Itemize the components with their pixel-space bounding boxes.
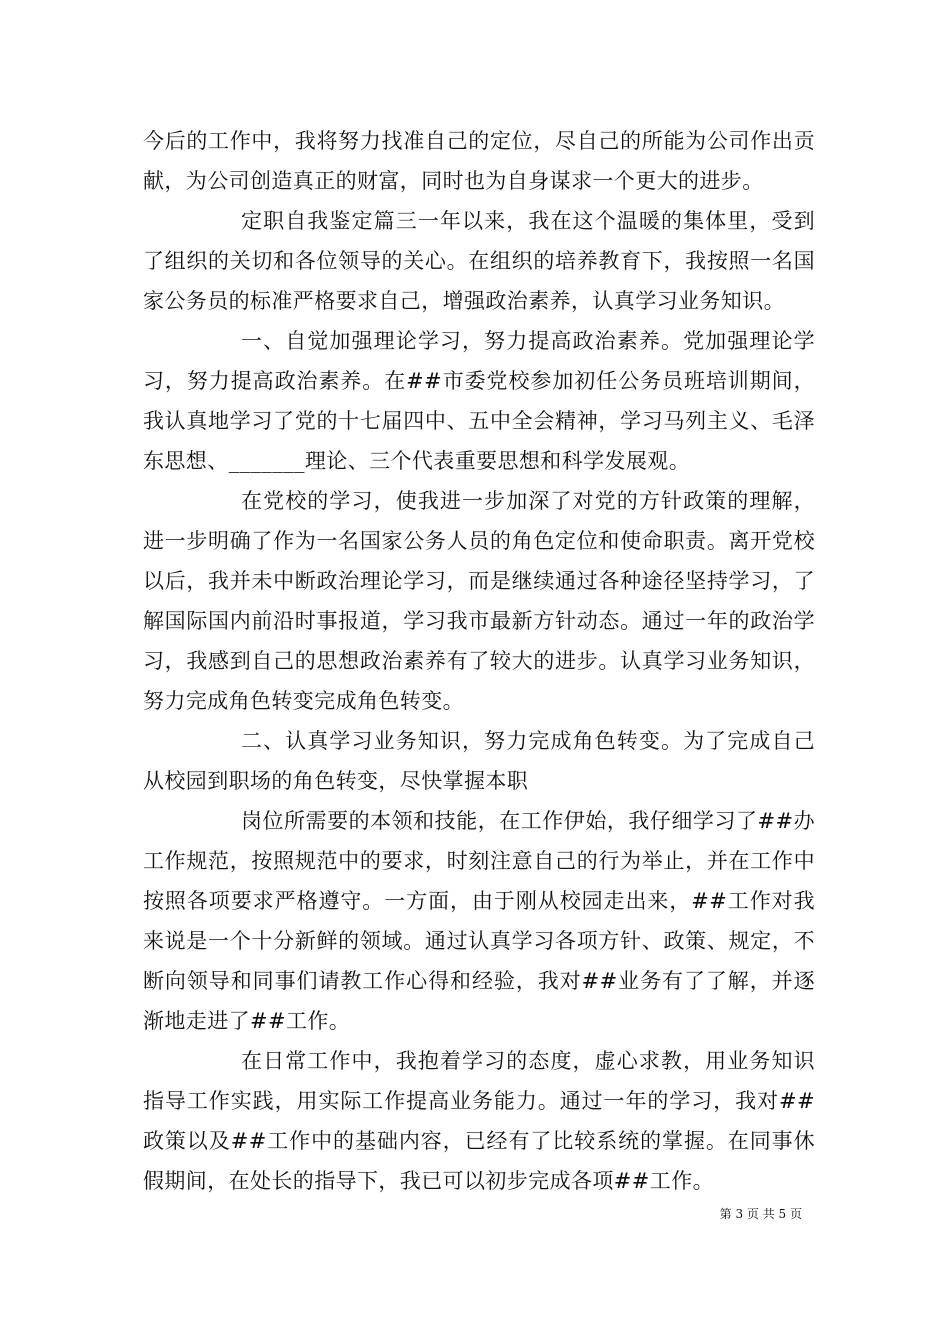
paragraph: 在党校的学习，使我进一步加深了对党的方针政策的理解，进一步明确了作为一名国家公务人员的角色定位和使命职责。离开党校以后，我并未中断政治理论学习，而是继续通过各种途径坚持学习，了解国际国内前沿时事报道，学习我市最新方针动态。通过一年的政治学习，我感到自己的思想政治素养有了较大的进步。认真学习业务知识，努力完成角色转变完成角色转变。 — [143, 489, 815, 713]
paragraph: 二、认真学习业务知识，努力完成角色转变。为了完成自己从校园到职场的角色转变，尽快掌握本职 — [143, 729, 815, 793]
paragraph: 今后的工作中，我将努力找准自己的定位，尽自己的所能为公司作出贡献，为公司创造真正的财富，同时也为自身谋求一个更大的进步。 — [143, 129, 815, 193]
paragraph: 定职自我鉴定篇三一年以来，我在这个温暖的集体里，受到了组织的关切和各位领导的关心。在组织的培养教育下，我按照一名国家公务员的标准严格要求自己，增强政治素养，认真学习业务知识。 — [143, 209, 815, 313]
page-number-footer: 第 3 页 共 5 页 — [719, 1207, 802, 1221]
paragraph: 岗位所需要的本领和技能，在工作伊始，我仔细学习了##办工作规范，按照规范中的要求，时刻注意自己的行为举止，并在工作中按照各项要求严格遵守。一方面，由于刚从校园走出来，##工作对我来说是一个十分新鲜的领域。通过认真学习各项方针、政策、规定，不断向领导和同事们请教工作心得和经验，我对##业务有了了解，并逐渐地走进了##工作。 — [143, 809, 815, 1033]
document-body — [143, 121, 815, 1201]
paragraph: 一、自觉加强理论学习，努力提高政治素养。党加强理论学习，努力提高政治素养。在##市委党校参加初任公务员班培训期间，我认真地学习了党的十七届四中、五中全会精神，学习马列主义、毛泽东思想、_______理论、三个代表重要思想和科学发展观。 — [143, 329, 815, 473]
paragraph: 在日常工作中，我抱着学习的态度，虚心求教，用业务知识指导工作实践，用实际工作提高业务能力。通过一年的学习，我对##政策以及##工作中的基础内容，已经有了比较系统的掌握。在同事休假期间，在处长的指导下，我已可以初步完成各项##工作。 — [143, 1049, 815, 1193]
